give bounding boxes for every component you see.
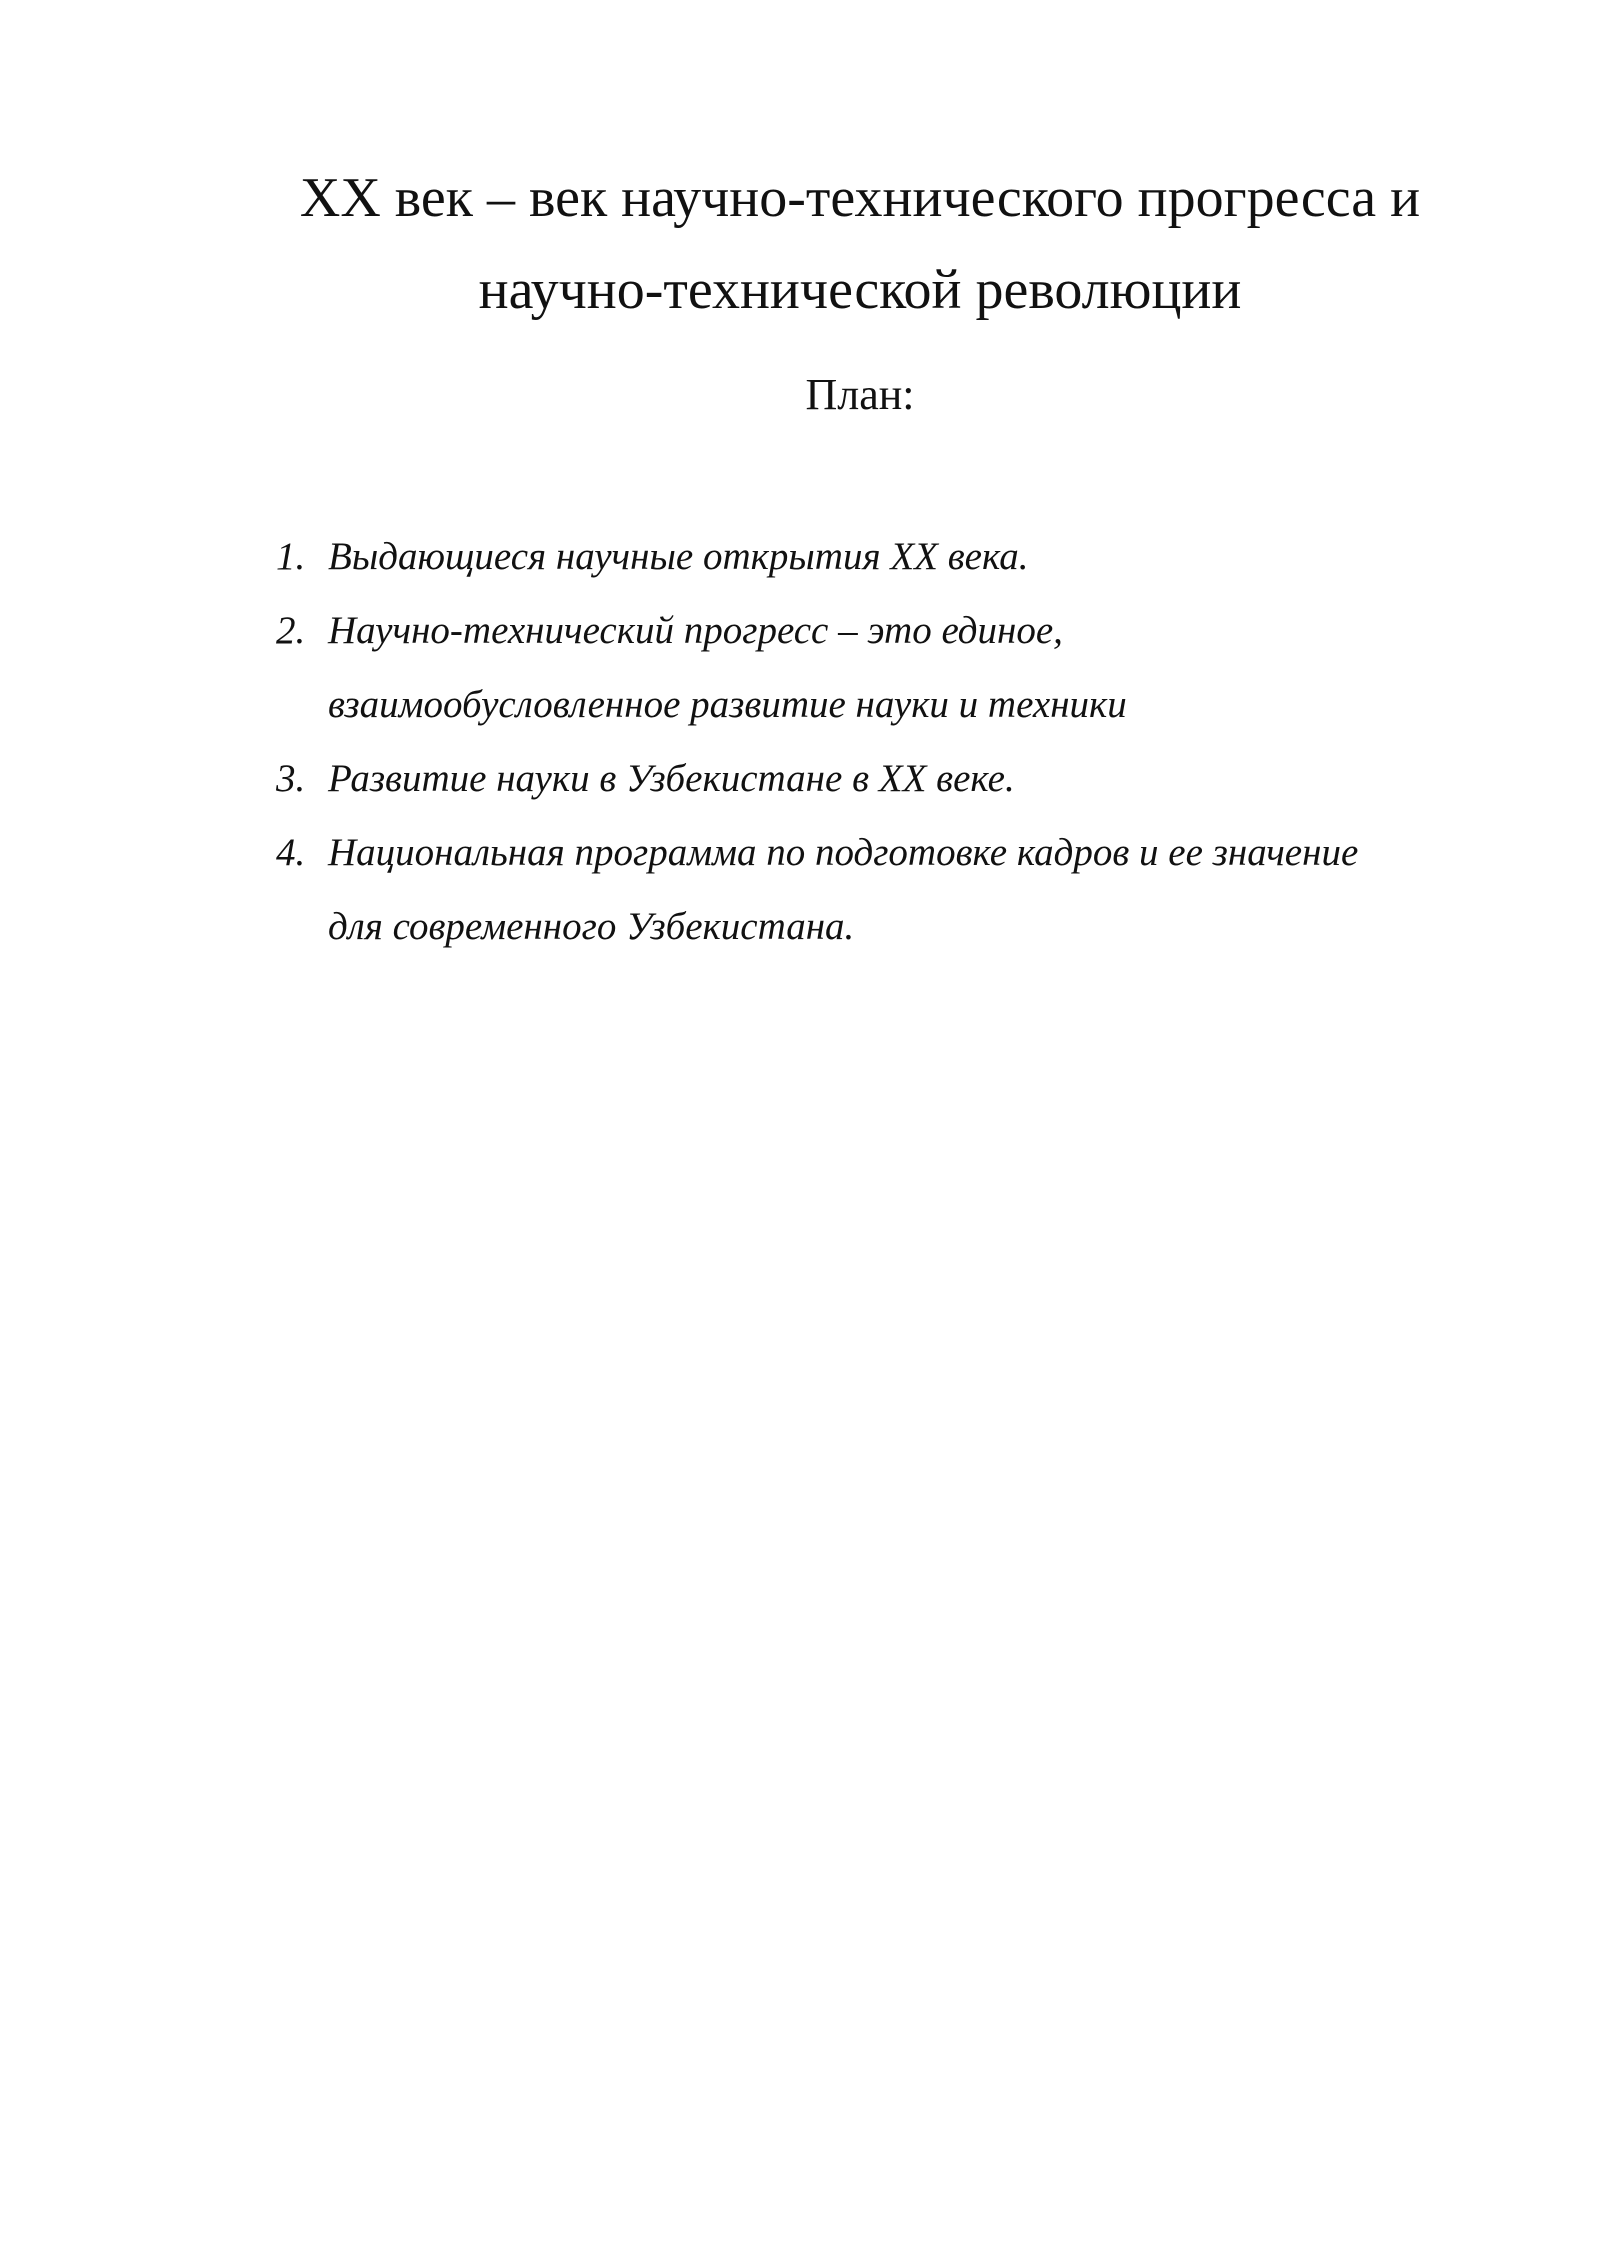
plan-item-3	[272, 742, 1532, 816]
plan-item-number: 2.	[276, 609, 306, 652]
plan-item-text: Национальная программа по подготовке кадров и ее значение	[328, 831, 1359, 874]
plan-item-number: 4.	[276, 831, 306, 874]
page-title	[200, 152, 1520, 336]
plan-item-text: Развитие науки в Узбекистане в XX веке.	[328, 757, 1015, 800]
plan-list	[272, 520, 1532, 964]
plan-item-text: для современного Узбекистана.	[328, 905, 855, 948]
plan-item-number: 3.	[276, 757, 306, 800]
plan-item-2	[272, 594, 1532, 742]
plan-heading: План:	[805, 370, 915, 419]
plan-item-1	[272, 520, 1532, 594]
title-line: XX век – век научно-технического прогресса и	[299, 167, 1421, 229]
plan-item-text: Выдающиеся научные открытия XX века.	[328, 535, 1029, 578]
plan-item-number: 1.	[276, 535, 306, 578]
title-line: научно-технической революции	[478, 259, 1242, 321]
plan-item-4	[272, 816, 1532, 964]
plan-item-text: Научно-технический прогресс – это единое,	[328, 609, 1063, 652]
plan-item-text: взаимообусловленное развитие науки и техники	[328, 683, 1127, 726]
